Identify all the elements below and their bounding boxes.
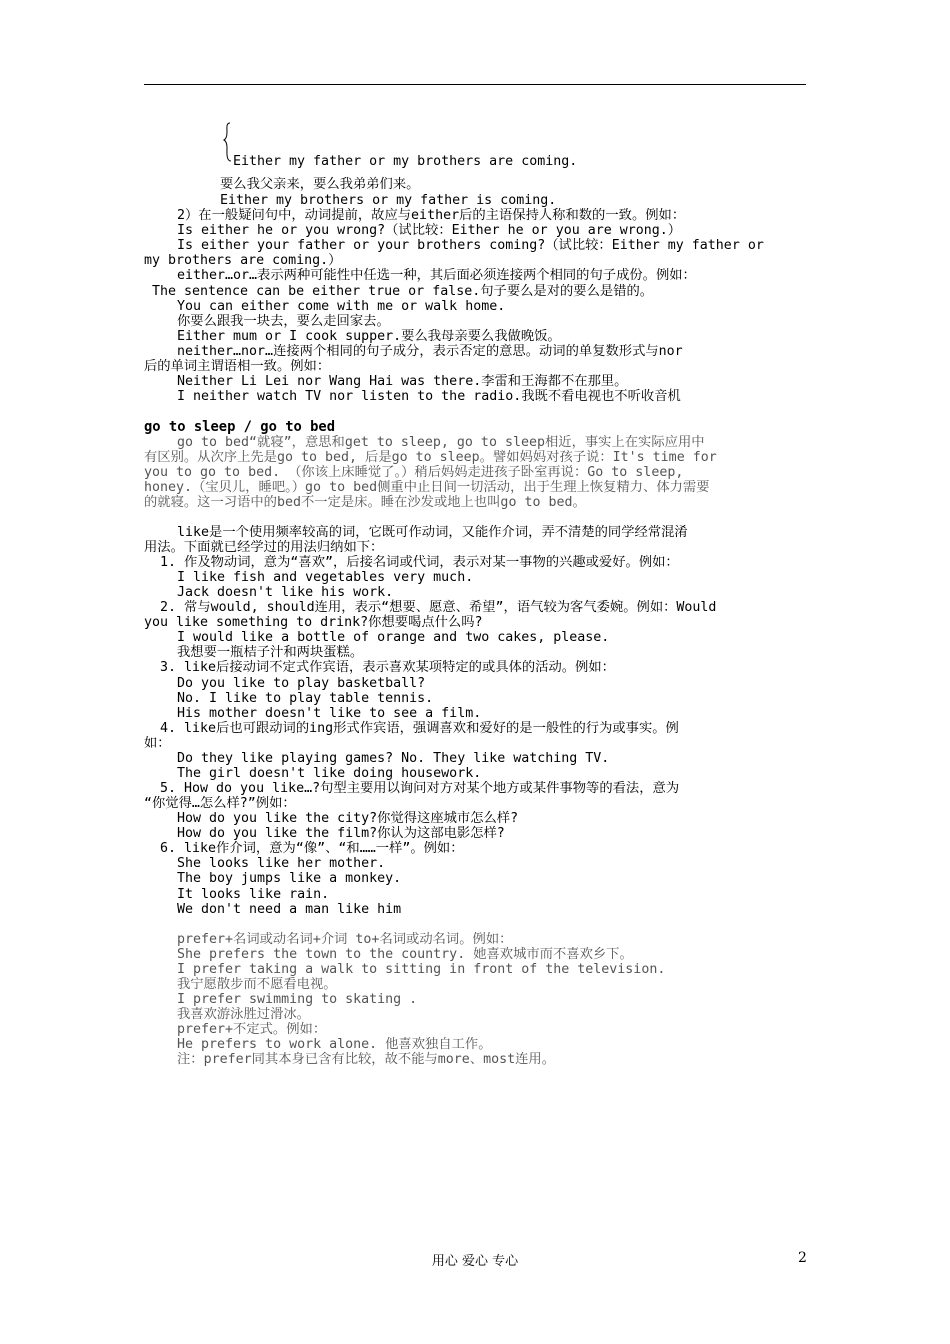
text-line: I would like a bottle of orange and two cakes, please. <box>177 630 610 645</box>
text-line: The sentence can be either true or false.句子要么是对的要么是错的。 <box>152 284 654 299</box>
text-line: We don't need a man like him <box>177 902 402 917</box>
text-line: 4. like后也可跟动词的ing形式作宾语，强调喜欢和爱好的是一般性的行为或事实。例 <box>160 721 679 736</box>
page-footer <box>0 1250 950 1268</box>
text-line: It looks like rain. <box>177 887 330 902</box>
text-line: I prefer swimming to skating . <box>177 992 418 1007</box>
text-line: She prefers the town to the country. 她喜欢城市而不喜欢乡下。 <box>177 947 633 962</box>
header-rule <box>144 84 806 85</box>
text-line: honey.（宝贝儿，睡吧。）go to bed侧重中止日间一切活动，出于生理上恢复精力、体力需要 <box>144 480 710 495</box>
text-line: Either mum or I cook supper.要么我母亲要么我做晚饭。 <box>177 329 561 344</box>
text-line: like是一个使用频率较高的词，它既可作动词，又能作介词，弄不清楚的同学经常混淆 <box>177 525 688 540</box>
text-line: you to go to bed. （你该上床睡觉了。）稍后妈妈走进孩子卧室再说：Go to sleep, <box>144 465 684 480</box>
text-line: Do you like to play basketball? <box>177 676 426 691</box>
text-line: Either my father or my brothers are coming. <box>233 154 578 169</box>
text-line: “你觉得…怎么样?”例如： <box>144 796 296 811</box>
text-line: 2）在一般疑问句中，动词提前，故应与either后的主语保持人称和数的一致。例如： <box>177 208 686 223</box>
text-line: Do they like playing games? No. They like watching TV. <box>177 751 610 766</box>
text-line: 我宁愿散步而不愿看电视。 <box>177 977 337 992</box>
text-line: prefer+名词或动名词+介词 to+名词或动名词。例如： <box>177 932 513 947</box>
text-line: 的就寝。这一习语中的bed不一定是床。睡在沙发或地上也叫go to bed。 <box>144 495 586 510</box>
text-line: 注：prefer同其本身已含有比较，故不能与more、most连用。 <box>177 1052 556 1067</box>
text-line: Jack doesn't like his work. <box>177 585 394 600</box>
text-line: my brothers are coming.） <box>144 253 342 268</box>
text-line: 2. 常与would, should连用，表示“想要、愿意、希望”，语气较为客气委婉。例如：Would <box>160 600 717 615</box>
text-line: How do you like the film?你认为这部电影怎样? <box>177 826 505 841</box>
text-line: The boy jumps like a monkey. <box>177 871 402 886</box>
text-line: you like something to drink?你想要喝点什么吗? <box>144 615 483 630</box>
text-line: She looks like her mother. <box>177 856 386 871</box>
text-line: The girl doesn't like doing housework. <box>177 766 482 781</box>
text-line: I neither watch TV nor listen to the radio.我既不看电视也不听收音机 <box>177 389 681 404</box>
text-line: 1. 作及物动词，意为“喜欢”，后接名词或代词，表示对某一事物的兴趣或爱好。例如： <box>160 555 679 570</box>
text-line: go to bed“就寝”，意思和get to sleep, go to sleep相近，事实上在实际应用中 <box>177 435 705 450</box>
text-line: neither…nor…连接两个相同的句子成分，表示否定的意思。动词的单复数形式与nor <box>177 344 683 359</box>
text-line: How do you like the city?你觉得这座城市怎么样? <box>177 811 519 826</box>
text-line: 3. like后接动词不定式作宾语，表示喜欢某项特定的或具体的活动。例如： <box>160 660 615 675</box>
brace-mark <box>222 122 232 162</box>
text-line: 我想要一瓶桔子汁和两块蛋糕。 <box>177 645 364 660</box>
text-line: Is either your father or your brothers coming?（试比较：Either my father or <box>177 238 764 253</box>
text-line: 我喜欢游泳胜过滑冰。 <box>177 1007 310 1022</box>
text-line: 要么我父亲来，要么我弟弟们来。 <box>220 177 420 192</box>
text-line: I like fish and vegetables very much. <box>177 570 474 585</box>
text-line: prefer+不定式。例如： <box>177 1022 327 1037</box>
footer-motto: 用心 爱心 专心 <box>431 1254 519 1269</box>
page-number: 2 <box>798 1250 807 1266</box>
text-line: Neither Li Lei nor Wang Hai was there.李雷和王海都不在那里。 <box>177 374 628 389</box>
text-line: 你要么跟我一块去，要么走回家去。 <box>177 314 390 329</box>
text-line: Either my brothers or my father is coming. <box>220 193 557 208</box>
text-line: No. I like to play table tennis. <box>177 691 434 706</box>
text-line: either…or…表示两种可能性中任选一种，其后面必须连接两个相同的句子成份。例如： <box>177 268 696 283</box>
text-line: I prefer taking a walk to sitting in front of the television. <box>177 962 666 977</box>
text-line: 6. like作介词，意为“像”、“和……一样”。例如： <box>160 841 464 856</box>
text-line: 5. How do you like…?句型主要用以询问对方对某个地方或某件事物等的看法，意为 <box>160 781 680 796</box>
text-line: He prefers to work alone. 他喜欢独自工作。 <box>177 1037 492 1052</box>
text-line: 后的单词主谓语相一致。例如： <box>144 359 331 374</box>
text-line: Is either he or you wrong?（试比较：Either he or you are wrong.） <box>177 223 682 238</box>
text-line: 如： <box>144 736 171 751</box>
text-line: 有区别。从次序上先是go to bed, 后是go to sleep。譬如妈妈对孩子说：It's time for <box>144 450 717 465</box>
text-line: You can either come with me or walk home. <box>177 299 506 314</box>
text-line: 用法。下面就已经学过的用法归纳如下： <box>144 540 384 555</box>
section-heading: go to sleep / go to bed <box>144 419 336 435</box>
text-line: His mother doesn't like to see a film. <box>177 706 482 721</box>
